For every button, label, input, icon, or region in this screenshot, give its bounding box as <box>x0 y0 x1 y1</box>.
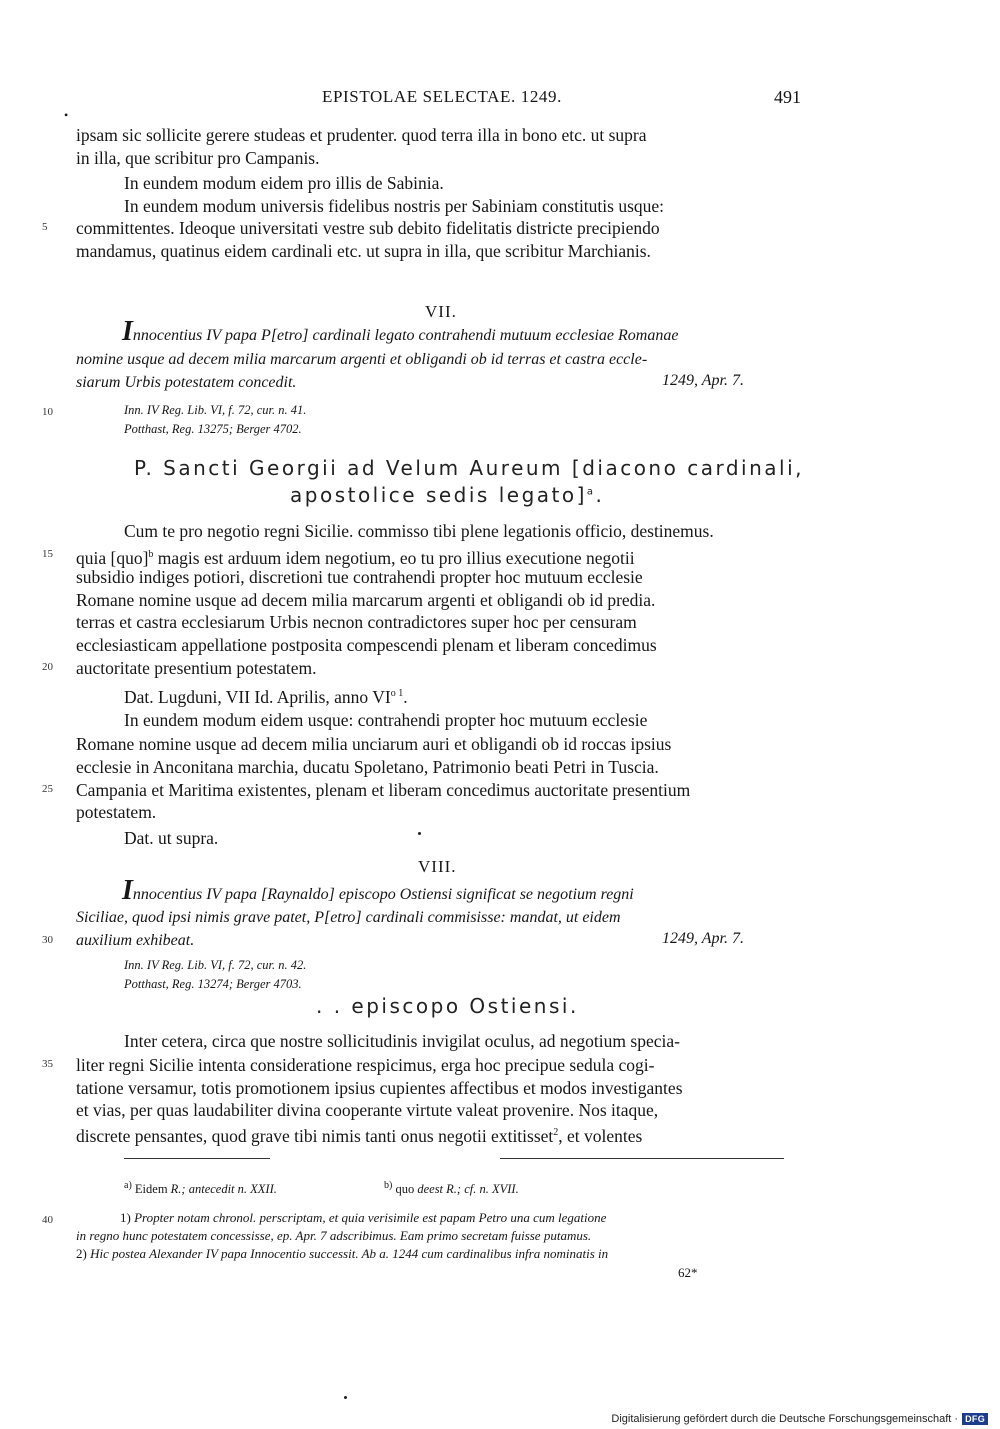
regest-line: siarum Urbis potestatem concedit. <box>76 374 297 391</box>
footer-banner: Digitalisierung gefördert durch die Deutsche Forschungsgemeinschaft · DFG <box>611 1413 988 1425</box>
dating-line: Dat. Lugduni, VII Id. Aprilis, anno $VI^{o 1}$. <box>124 686 408 707</box>
regest-date: 1249, Apr. 7. <box>662 930 744 947</box>
footnote-ref: b <box>148 549 154 560</box>
footnote-b: $^{b)}$ quo deest R.; cf. n. XVII. <box>384 1180 519 1197</box>
text-line: Romane nomine usque ad decem milia unciarum auri et obligandi ob id roccas ipsius <box>76 734 672 754</box>
dfg-logo: DFG <box>962 1413 988 1425</box>
regest-date: 1249, Apr. 7. <box>662 372 744 389</box>
regest-line: auxilium exhibeat. <box>76 932 195 949</box>
footnote-ref: o 1 <box>390 688 404 699</box>
footnote-1: 1) Propter notam chronol. perscriptam, et quia verisimile est papam Petro una cum legatione <box>120 1210 607 1225</box>
page-number: 491 <box>774 87 801 107</box>
text-line: in illa, que scribitur pro Campanis. <box>76 148 320 168</box>
text-line: subsidio indiges potiori, discretioni tue contrahendi propter hoc mutuum ecclesie <box>76 567 643 587</box>
text-line: Romane nomine usque ad decem milia marcarum argenti et obligandi ob id predia. <box>76 590 656 610</box>
regest-line: Innocentius IV papa [Raynaldo] episcopo Ostiensi significat se negotium regni <box>122 875 634 906</box>
text-line: Cum te pro negotio regni Sicilie. commisso tibi plene legationis officio, destinemus. <box>124 521 714 541</box>
text-line: liter regni Sicilie intenta consideratione respicimus, erga hoc precipue sedula cogi- <box>76 1055 655 1075</box>
text-line: potestatem. <box>76 802 157 822</box>
footnote-a: $^{a)}$ Eidem R.; antecedit n. XXII. <box>124 1180 277 1197</box>
footnote-1-cont: in regno hunc potestatem concessisse, ep. Apr. 7 adscribimus. Eam primo secretam fuisse putamus. <box>76 1228 592 1243</box>
text-line: ecclesie in Anconitana marchia, ducatu Spoletano, Patrimonio beati Petri in Tuscia. <box>76 757 659 777</box>
text-line: Campania et Maritima existentes, plenam et liberam concedimus auctoritate presentium <box>76 780 691 800</box>
text-line: In eundem modum eidem usque: contrahendi propter hoc mutuum ecclesie <box>124 710 648 730</box>
line-number: 30 <box>42 934 53 946</box>
address-line: P. Sancti Georgii ad Velum Aureum [diacono cardinali, <box>134 456 804 480</box>
text-line: quia [quo]$^b$ magis est arduum idem negotium, eo tu pro illius executione negotii <box>76 547 635 568</box>
dating-line: Dat. ut supra. <box>124 828 219 848</box>
regest-line: Siciliae, quod ipsi nimis grave patet, P[etro] cardinali commisisse: mandat, ut eidem <box>76 909 621 926</box>
text-line: et vias, per quas laudabiliter divina cooperante virtute valeat provenire. Nos itaque, <box>76 1100 659 1120</box>
text-line: ecclesiasticam appellatione postposita compescendi plenam et liberam concedimus <box>76 635 657 655</box>
text-line: In eundem modum universis fidelibus nostris per Sabiniam constitutis usque: <box>124 196 665 216</box>
footnote-ref: 2 <box>553 1127 559 1138</box>
text-line: In eundem modum eidem pro illis de Sabinia. <box>124 173 444 193</box>
regest-line: nomine usque ad decem milia marcarum argenti et obligandi ob id terras et castra eccle- <box>76 351 648 368</box>
address-line: . . episcopo Ostiensi. <box>316 994 579 1018</box>
line-number: 25 <box>42 783 53 795</box>
document-page: EPISTOLAE SELECTAE. 1249. 491 • ipsam sic sollicite gerere studeas et prudenter. quod terra illa in bono etc. ut supra in illa, que scribitur pro Campanis. In eundem modum eidem pro illis de Sabinia. In eundem modum universis fidelibus nostris per Sabiniam constitutis usque: 5 committentes. Ideoque universitati vestre sub debito fidelitatis districte precipiendo mandamus, quatinus eidem cardinali etc. ut supra in illa, que scribitur Marchianis. VII. Innocentius IV papa P[etro] cardinali legato contrahendi mutuum ecclesiae Romanae nomine usque ad decem milia marcarum argenti et obligandi ob id terras et castra eccle- siarum Urbis potestatem concedit. 1249, Apr. 7. 10 Inn. IV Reg. Lib. VI, f. 72, cur. n. 41. Potthast, Reg. 13275; Berger 4702. P. Sancti Georgii ad Velum Aureum [diacono cardinali, apostolice sedis legato]$^a$. Cum te pro negotio regni Sicilie. commisso tibi plene legationis officio, destinemus. 15 quia [quo]$^b$ magis est arduum idem negotium, eo tu pro illius executione negotii subsidio indiges potiori, discretioni tue contrahendi propter hoc mutuum ecclesie Romane nomine usque ad decem milia marcarum argenti et obligandi ob id predia. terras et castra ecclesiarum Urbis necnon contradictores super hoc per censuram ecclesiasticam appellatione postposita compescendi plenam et liberam concedimus 20 auctoritate presentium potestatem. Dat. Lugduni, VII Id. Aprilis, anno $VI^{o 1}$. In eundem modum eidem usque: contrahendi propter hoc mutuum ecclesie Romane nomine usque ad decem milia unciarum auri et obligandi ob id roccas ipsius ecclesie in Anconitana marchia, ducatu Spoletano, Patrimonio beati Petri in Tuscia. 25 Campania et Maritima existentes, plenam et liberam concedimus auctoritate presentium potestatem. Dat. ut supra. VIII. Innocentius IV papa [Raynaldo] episcopo Ostiensi significat se negotium regni Siciliae, quod ipsi nimis grave patet, P[etro] cardinali commisisse: mandat, ut eidem 30 auxilium exhibeat. 1249, Apr. 7. Inn. IV Reg. Lib. VI, f. 72, cur. n. 42. Potthast, Reg. 13274; Berger 4703. . . episcopo Ostiensi. Inter cetera, circa que nostre sollicitudinis invigilat oculus, ad negotium specia- 35 liter regni Sicilie intenta consideratione respicimus, erga hoc precipue sedula cogi- tatione versamur, totis promotionem ipsius cupientes affectibus et modos investigantes et vias, per quas laudabiliter divina cooperante virtute valeat provenire. Nos itaque, discrete pensantes, quod grave tibi nimis tanti onus negotii extitisset$^2$, et volentes $^{a)}$ Eidem R.; antecedit n. XXII. $^{b)}$ quo deest R.; cf. n. XVII. 40 1) Propter notam chronol. perscriptam, et quia verisimile est papam Petro una cum legatione in regno hunc potestatem concessisse, ep. Apr. 7 adscribimus. Eam primo secretam fuisse putamus. 2) Hic postea Alexander IV papa Innocentio successit. Ab a. 1244 cum cardinalibus infra nominatis in 62* Digitalisierung gefördert durch die Deutsche Forschungsgemeinschaft · DFG <box>0 0 1000 1429</box>
text-line: terras et castra ecclesiarum Urbis necnon contradictores super hoc per censuram <box>76 612 637 632</box>
running-title: EPISTOLAE SELECTAE. 1249. <box>322 87 562 106</box>
footnote-rule <box>124 1158 270 1159</box>
source-line: Potthast, Reg. 13274; Berger 4703. <box>124 977 302 991</box>
text-line: auctoritate presentium potestatem. <box>76 658 317 678</box>
regest-line: Innocentius IV papa P[etro] cardinali legato contrahendi mutuum ecclesiae Romanae <box>122 316 679 347</box>
source-line: Inn. IV Reg. Lib. VI, f. 72, cur. n. 41. <box>124 403 307 417</box>
line-number: 10 <box>42 406 53 418</box>
source-line: Potthast, Reg. 13275; Berger 4702. <box>124 422 302 436</box>
line-number: 35 <box>42 1058 53 1070</box>
text-line: discrete pensantes, quod grave tibi nimis tanti onus negotii extitisset$^2$, et volentes <box>76 1125 643 1146</box>
text-line: ipsam sic sollicite gerere studeas et prudenter. quod terra illa in bono etc. ut supra <box>76 125 647 145</box>
section-numeral: VIII. <box>418 857 457 876</box>
text-line: Inter cetera, circa que nostre sollicitudinis invigilat oculus, ad negotium specia- <box>124 1031 680 1051</box>
line-number: 20 <box>42 661 53 673</box>
text-line: mandamus, quatinus eidem cardinali etc. ut supra in illa, que scribitur Marchianis. <box>76 241 651 261</box>
line-number: 40 <box>42 1214 53 1226</box>
line-number: 15 <box>42 548 53 560</box>
line-number: 5 <box>42 221 48 233</box>
source-line: Inn. IV Reg. Lib. VI, f. 72, cur. n. 42. <box>124 958 307 972</box>
footnote-2: 2) Hic postea Alexander IV papa Innocentio successit. Ab a. 1244 cum cardinalibus infra nominatis in <box>76 1246 609 1261</box>
section-numeral: VII. <box>425 302 457 321</box>
text-line: tatione versamur, totis promotionem ipsius cupientes affectibus et modos investigantes <box>76 1078 683 1098</box>
initial-letter: I <box>122 875 133 906</box>
address-line: apostolice sedis legato]$^a$. <box>290 483 605 507</box>
signature-mark: 62* <box>678 1265 698 1280</box>
footnote-rule <box>500 1158 784 1159</box>
text-line: committentes. Ideoque universitati vestre sub debito fidelitatis districte precipiendo <box>76 218 660 238</box>
initial-letter: I <box>122 316 133 347</box>
